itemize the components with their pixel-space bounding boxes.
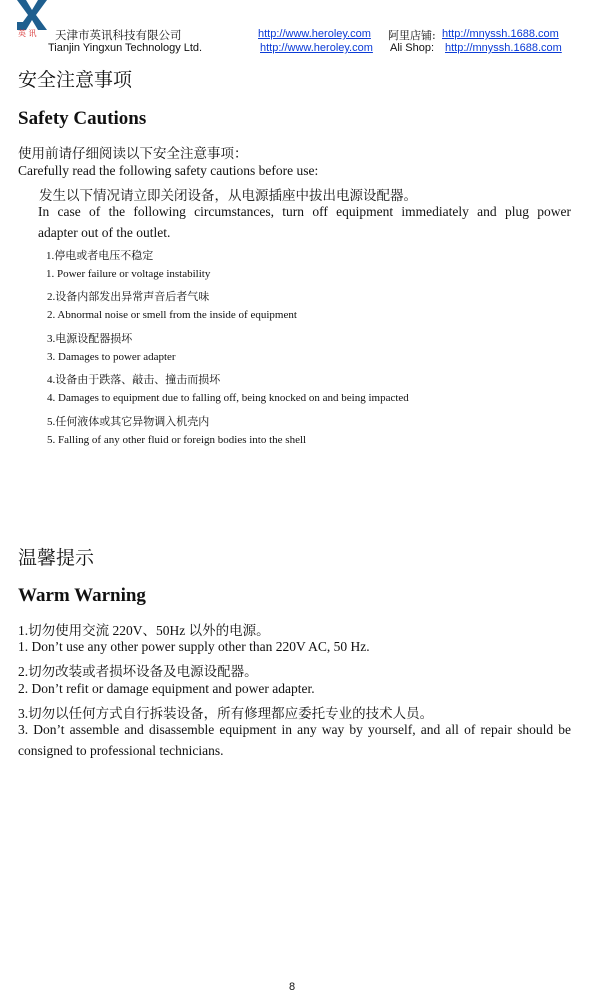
website-link-2[interactable]: http://www.heroley.com	[260, 42, 373, 54]
list-item-line1: 3. Don’t assemble and disassemble equipment in any way by yourself, and all of repair should be	[18, 722, 571, 737]
list-item: 5. Falling of any other fluid or foreign bodies into the shell	[47, 434, 307, 446]
section-title-en: Safety Cautions	[18, 108, 147, 129]
list-item: 2.设备内部发出异常声音后者气味	[47, 291, 210, 303]
section-title-cn: 安全注意事项	[18, 69, 133, 91]
list-item: 1.切勿使用交流 220V、50Hz 以外的电源。	[18, 623, 270, 638]
shop-label-cn: 阿里店铺:	[388, 29, 436, 42]
logo-x-icon	[17, 0, 47, 30]
website-link[interactable]: http://www.heroley.com	[258, 28, 371, 40]
list-item: 1. Don’t use any other power supply other than 220V AC, 50 Hz.	[18, 639, 370, 654]
list-item: 3.切勿以任何方式自行拆装设备，所有修理都应委托专业的技术人员。	[18, 706, 434, 721]
list-item: 3. Damages to power adapter	[47, 351, 176, 363]
list-item: 1.停电或者电压不稳定	[46, 250, 154, 262]
list-item: 3.电源设配器损坏	[47, 333, 133, 345]
shop-label-en: Ali Shop:	[390, 42, 435, 54]
list-item: 2.切勿改装或者损坏设备及电源设配器。	[18, 664, 258, 679]
list-item: 2. Abnormal noise or smell from the inside of equipment	[47, 309, 297, 321]
list-item: 5.任何液体或其它异物调入机壳内	[47, 416, 210, 428]
list-item: 4. Damages to equipment due to falling off, being knocked on and being impacted	[47, 392, 409, 404]
page-number: 8	[289, 981, 296, 993]
case-en-line2: adapter out of the outlet.	[38, 225, 171, 240]
case-cn: 发生以下情况请立即关闭设备，从电源插座中拔出电源设配器。	[39, 188, 417, 203]
list-item: 2. Don’t refit or damage equipment and power adapter.	[18, 681, 315, 696]
list-item: 4.设备由于跌落、敲击、撞击而损坏	[47, 374, 221, 386]
intro-cn: 使用前请仔细阅读以下安全注意事项：	[18, 146, 248, 161]
section-title-cn: 温馨提示	[18, 547, 95, 569]
logo	[17, 0, 47, 40]
list-item: 1. Power failure or voltage instability	[46, 268, 211, 280]
company-name-cn: 天津市英讯科技有限公司	[55, 28, 182, 42]
company-name-en: Tianjin Yingxun Technology Ltd.	[48, 42, 203, 54]
intro-en: Carefully read the following safety cautions before use:	[18, 163, 319, 178]
shop-link[interactable]: http://mnyssh.1688.com	[442, 28, 559, 40]
list-item-line2: consigned to professional technicians.	[18, 743, 224, 758]
logo-text: 英 讯	[18, 29, 37, 38]
section-title-en: Warm Warning	[18, 585, 146, 606]
shop-link-2[interactable]: http://mnyssh.1688.com	[445, 42, 562, 54]
case-en-line1: In case of the following circumstances, turn off equipment immediately and plug power	[38, 204, 571, 219]
